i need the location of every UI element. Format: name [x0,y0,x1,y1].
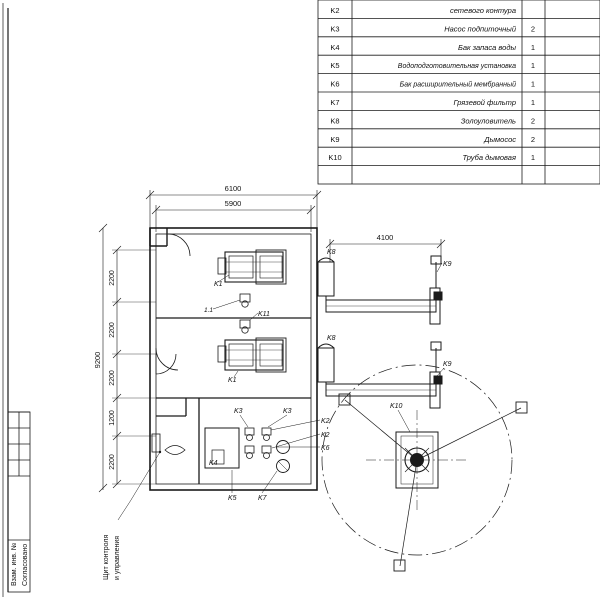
spec-cell-pos: K9 [330,134,340,144]
label-k6: K6 [321,445,330,452]
dim-left-4: 1200 [109,410,116,426]
label-k8-top: K8 [327,249,336,256]
label-k11: K11 [258,311,270,318]
spec-cell-qty: 1 [530,61,536,71]
label-k9-top: K9 [443,261,452,268]
spec-cell-pos: K5 [330,61,340,71]
spec-cell-qty: 2 [530,116,536,126]
spec-cell-name: Дымосос [484,134,516,144]
dim-left-3: 2200 [109,370,116,386]
dim-left-2: 2200 [109,322,116,338]
dim-top-inner: 5900 [224,199,242,208]
label-k1-top: K1 [214,281,223,288]
label-k3-b: K3 [283,408,292,415]
spec-cell-qty: 1 [530,42,536,52]
spec-cell-pos: K4 [330,42,340,52]
label-k9-bottom: K9 [443,361,452,368]
label-k4: K4 [209,460,218,467]
spec-cell-name: Насос подпиточный [444,24,516,34]
label-k3-a: K3 [234,408,243,415]
dim-right-span: 4100 [376,233,394,242]
spec-cell-name: Бак запаса воды [457,42,516,52]
dim-left-1: 2200 [109,270,116,286]
spec-cell-name: сетевого контура [449,6,516,15]
annotation-panel-line2: и управления [114,535,121,580]
spec-cell-name: Водоподготовительная установка [397,63,516,71]
spec-cell-pos: K10 [328,153,342,163]
label-k1-bottom: K1 [228,377,237,384]
stamp-label-vzam: Взам. инв. № [11,542,18,586]
annotation-panel-line1: Щит контроля [103,534,110,580]
spec-cell-pos: K6 [330,79,340,89]
spec-cell-name: Бак расширительный мембранный [399,81,516,89]
label-k11-tick: 1.1 [204,307,214,314]
spec-cell-qty: 1 [530,98,536,107]
dim-left-5: 2200 [109,454,116,470]
spec-cell-name: Золоуловитель [460,116,516,126]
spec-cell-pos: K7 [330,98,340,107]
label-k2: K2 [321,418,330,425]
spec-cell-pos: K2 [330,6,340,15]
spec-cell-qty: 2 [530,24,536,34]
stamp-label-soglasovano: Согласовано [22,543,29,586]
label-k10: K10 [390,403,403,410]
spec-cell-qty: 1 [530,79,536,89]
spec-cell-name: Труба дымовая [462,153,516,163]
spec-cell-qty: 1 [530,153,536,163]
spec-cell-pos: K3 [330,24,340,34]
label-k2b: K2 [321,432,330,439]
spec-cell-name: Грязевой фильтр [453,98,516,107]
label-k8-bottom: K8 [327,335,336,342]
dim-left-total: 9200 [93,351,102,369]
dim-top-outer: 6100 [224,184,242,193]
spec-cell-qty: 2 [530,134,536,144]
spec-cell-pos: K8 [330,116,340,126]
label-k7: K7 [258,495,267,502]
label-k5: K5 [228,495,237,502]
